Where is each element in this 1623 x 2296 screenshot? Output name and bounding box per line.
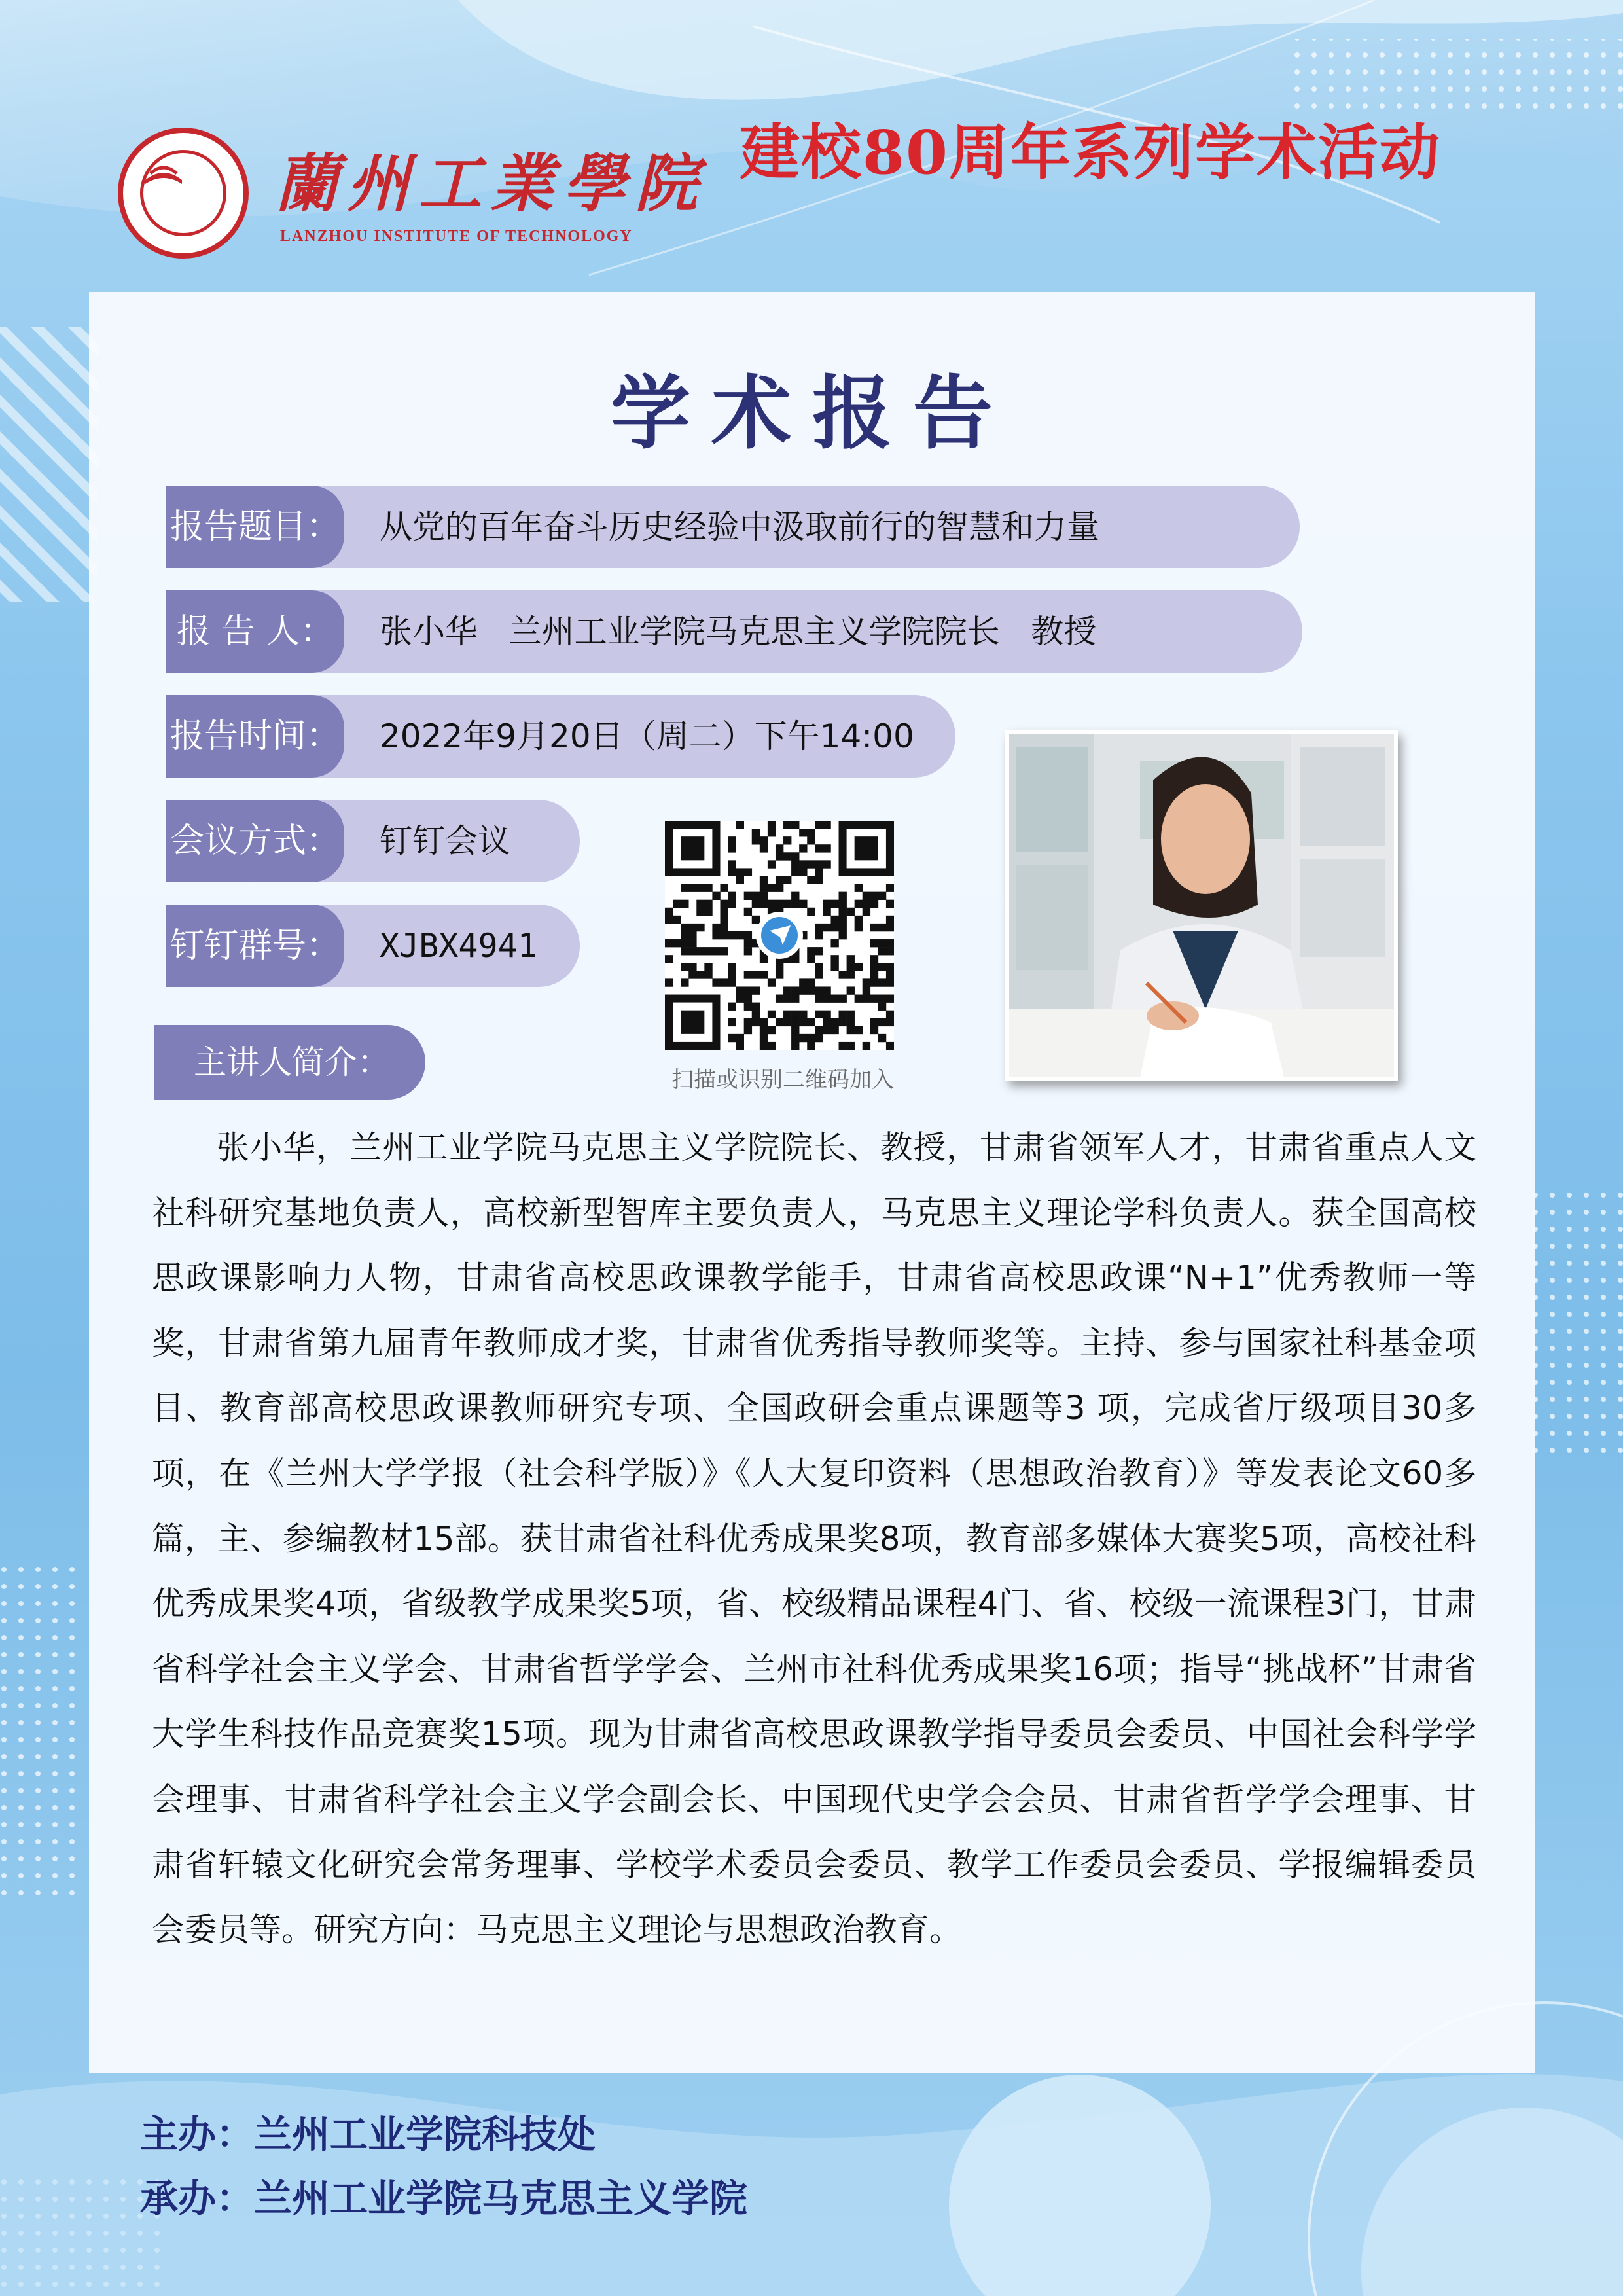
speaker-photo (1005, 730, 1398, 1081)
speaker-bio: 张小华，兰州工业学院马克思主义学院院长、教授，甘肃省领军人才，甘肃省重点人文社科研究基地负责人，高校新型智库主要负责人，马克思主义理论学科负责人。获全国高校思政课影响力人物，甘肃省高校思政课教学能手，甘肃省高校思政课“N+1”优秀教师一等奖，甘肃省第九届青年教师成才奖，甘肃省优秀指导教师奖等。主持、参与国家社科基金项目、教育部高校思政课教师研究专项、全国政研会重点课题等3 项，完成省厅级项目30多项，在《兰州大学学报（社会科学版）》《人大复印资料（思想政治教育）》等发表论文60多篇，主、参编教材15部。获甘肃省社科优秀成果奖8项，教育部多媒体大赛奖5项，高校社科优秀成果奖4项，省级教学成果奖5项，省、校级精品课程4门、省、校级一流课程3门，甘肃省科学社会主义学会、甘肃省哲学学会、兰州市社科优秀成果奖16项；指导“挑战杯”甘肃省大学生科技作品竞赛奖15项。现为甘肃省高校思政课教学指导委员会委员、中国社会科学学会理事、甘肃省科学社会主义学会副会长、中国现代史学会会员、甘肃省哲学学会理事、甘肃省轩辕文化研究会常务理事、学校学术委员会委员、教学工作委员会委员、学报编辑委员会委员等。研究方向：马克思主义理论与思想政治教育。 (152, 1128, 1476, 1949)
speaker-intro-label: 主讲人简介： (154, 1025, 425, 1100)
field-row-speaker (166, 590, 1302, 673)
school-name-cn: 蘭州工業學院 (275, 147, 707, 221)
field-label-method: 会议方式： (166, 800, 344, 882)
field-label-topic: 报告题目： (166, 486, 344, 568)
field-label-time: 报告时间： (166, 695, 344, 778)
school-name-en: LANZHOU INSTITUTE OF TECHNOLOGY (280, 228, 633, 245)
field-row-method (166, 800, 580, 882)
footer-organizer: 承办：兰州工业学院马克思主义学院 (140, 2176, 748, 2221)
field-label-group: 钉钉群号： (166, 905, 344, 987)
field-value-time: 2022年9月20日（周二）下午14:00 (380, 717, 914, 755)
footer-host: 主办：兰州工业学院科技处 (140, 2112, 596, 2157)
anniversary-slogan: 建校80周年系列学术活动 (740, 117, 1442, 188)
field-value-group: XJBX4941 (380, 927, 537, 965)
qr-code[interactable] (665, 821, 894, 1050)
field-value-topic: 从党的百年奋斗历史经验中汲取前行的智慧和力量 (380, 508, 1099, 546)
field-row-group (166, 905, 580, 987)
main-card (89, 292, 1535, 2073)
field-value-speaker: 张小华 兰州工业学院马克思主义学院院长 教授 (380, 613, 1097, 651)
field-value-method: 钉钉会议 (380, 822, 510, 860)
field-label-speaker: 报 告 人： (166, 590, 344, 673)
field-row-time (166, 695, 955, 778)
school-seal-logo (118, 128, 249, 259)
page-title: 学术报告 (611, 366, 1014, 460)
qr-caption: 扫描或识别二维码加入 (671, 1067, 894, 1093)
field-row-topic (166, 486, 1300, 568)
